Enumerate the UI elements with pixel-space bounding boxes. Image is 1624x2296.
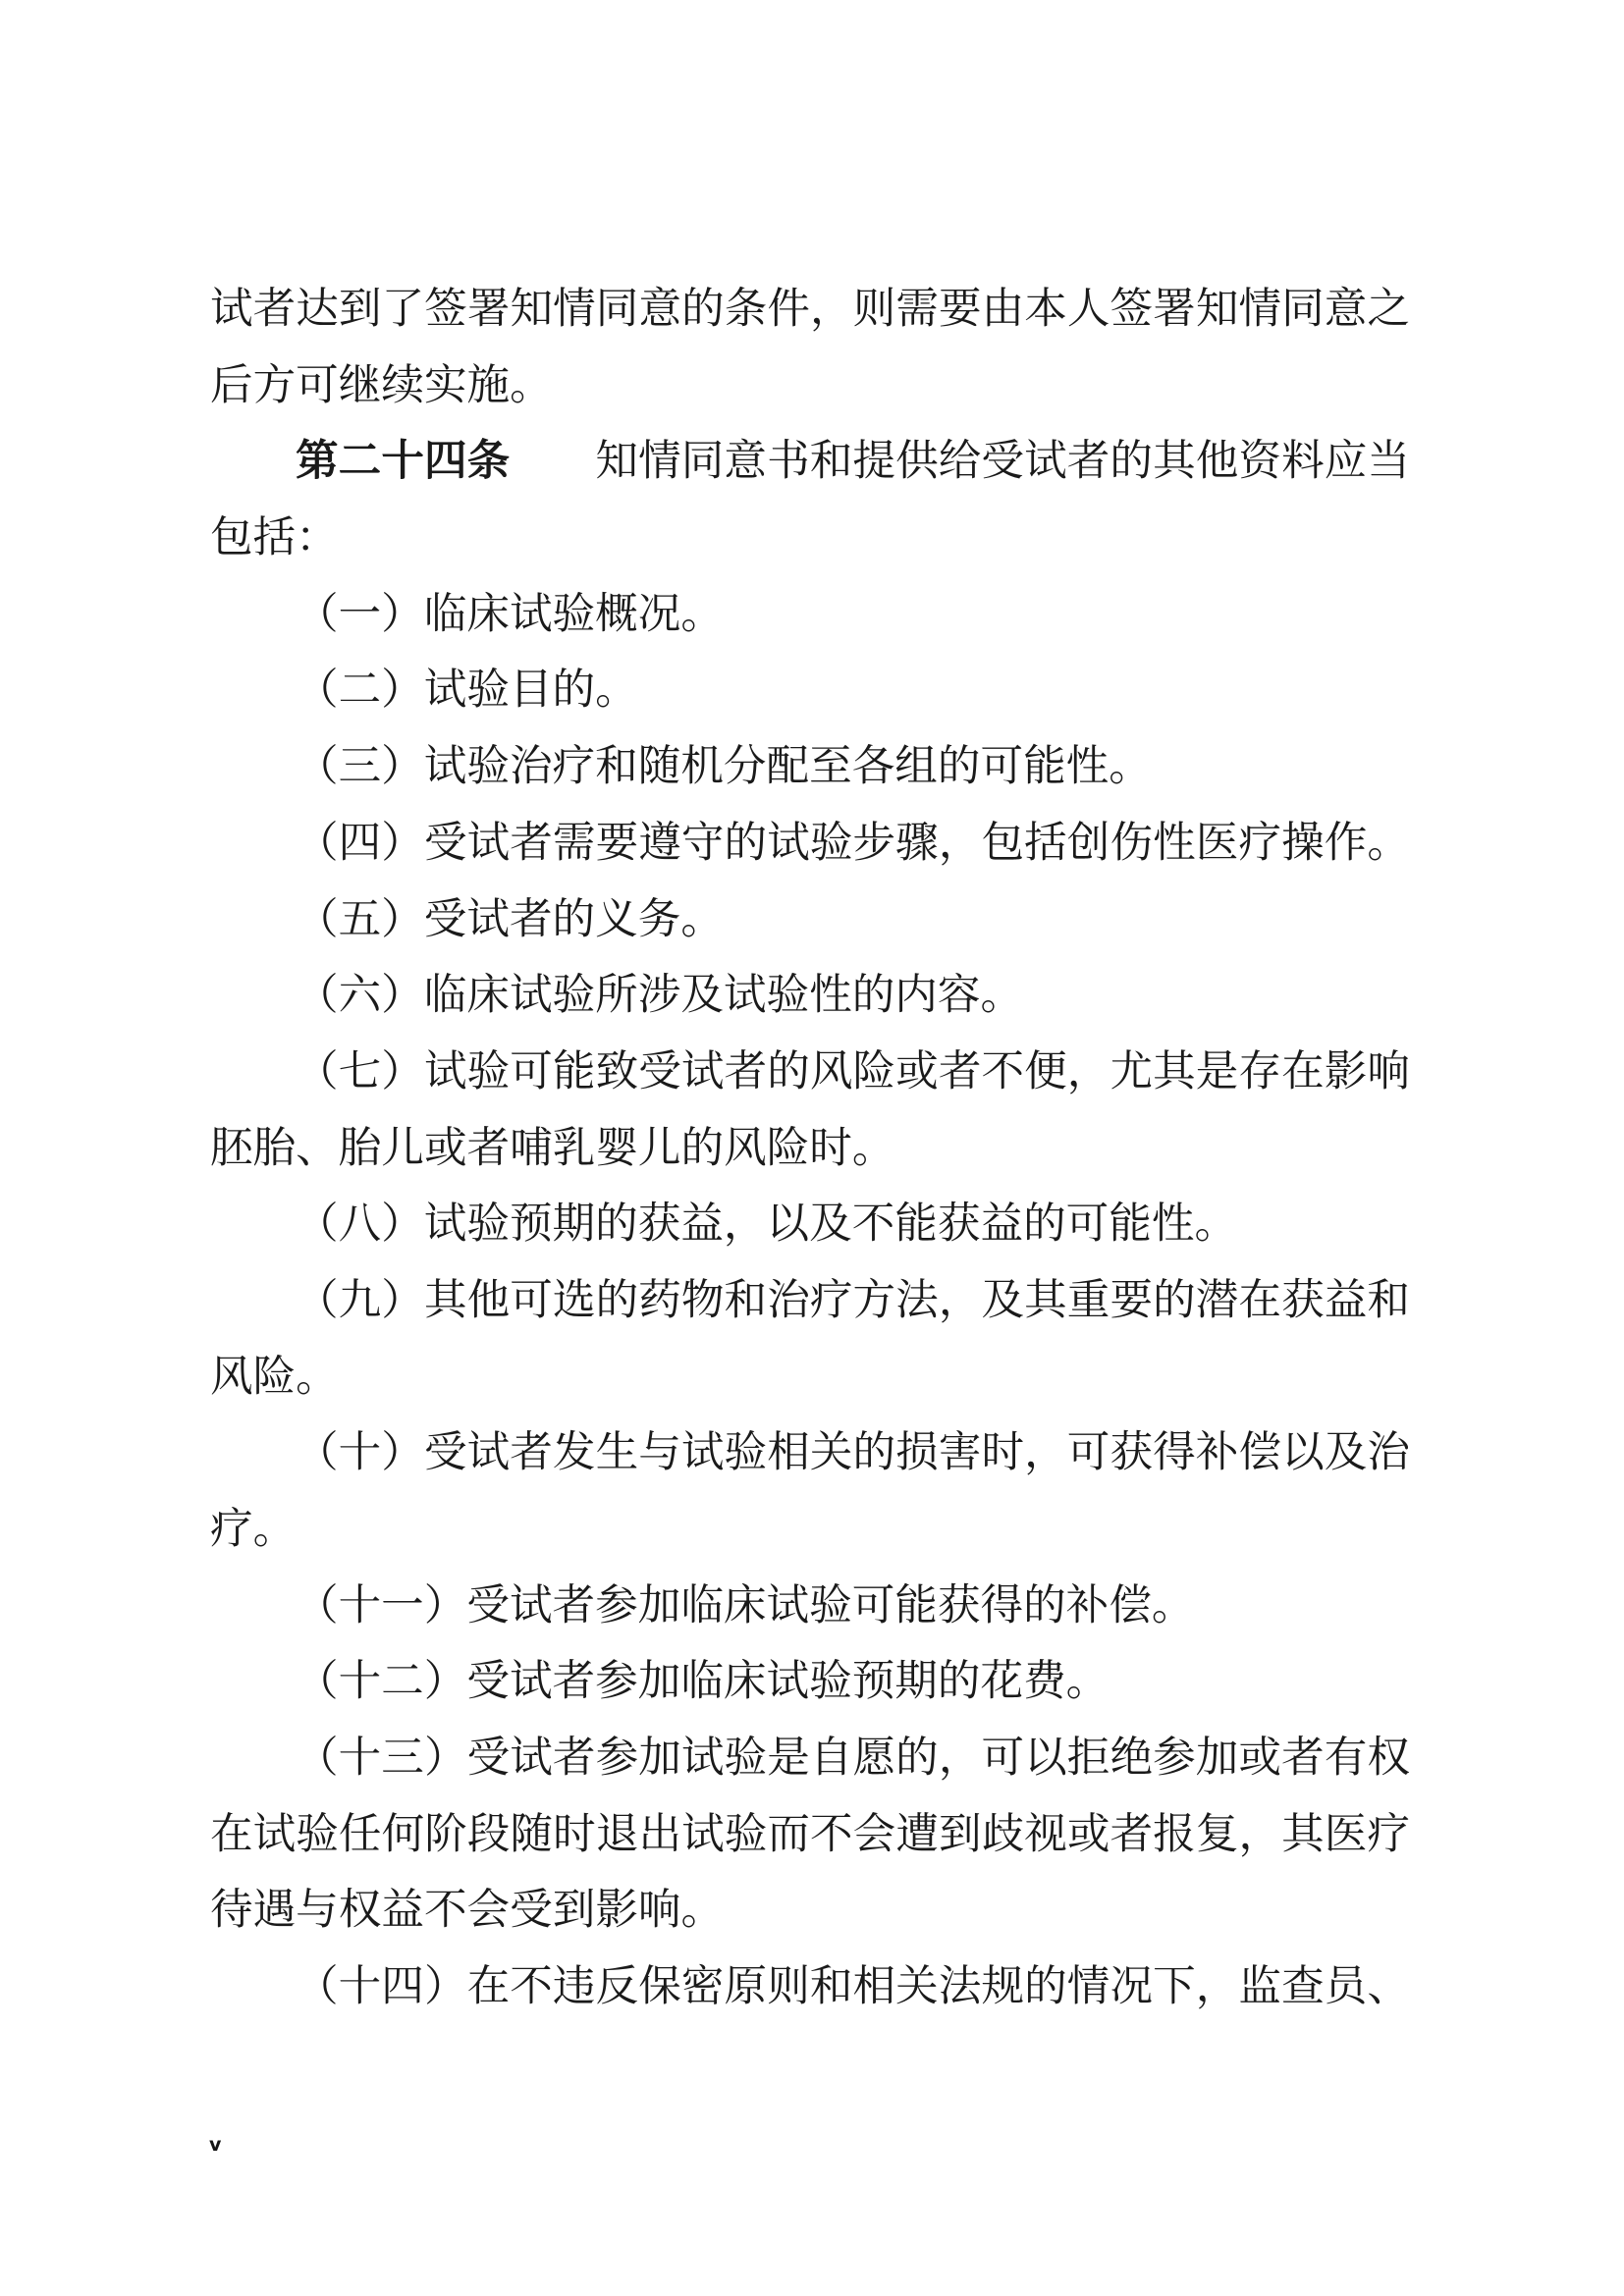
text-line-6: （二）试验目的。 xyxy=(296,667,638,715)
text-line-7: （三）试验治疗和随机分配至各组的可能性。 xyxy=(296,743,1152,791)
article-24-number: 第二十四条 xyxy=(296,438,511,486)
article-24-text: 知情同意书和提供给受试者的其他资料应当 xyxy=(595,438,1411,486)
text-line-22: 待遇与权益不会受到影响。 xyxy=(210,1887,725,1935)
text-line-15: 风险。 xyxy=(210,1353,339,1401)
text-line-10: （六）临床试验所涉及试验性的内容。 xyxy=(296,972,1024,1020)
text-line-21: 在试验任何阶段随时退出试验而不会遭到歧视或者报复，其医疗 xyxy=(210,1810,1410,1858)
text-line-20: （十三）受试者参加试验是自愿的，可以拒绝参加或者有权 xyxy=(296,1735,1410,1783)
text-line-19: （十二）受试者参加临床试验预期的花费。 xyxy=(296,1658,1110,1706)
text-line-5: （一）临床试验概况。 xyxy=(296,590,724,638)
text-line-23: （十四）在不违反保密原则和相关法规的情况下，监查员、 xyxy=(296,1963,1410,2011)
text-line-12: 胚胎、胎儿或者哺乳婴儿的风险时。 xyxy=(210,1124,895,1172)
text-line-2: 后方可继续实施。 xyxy=(210,361,553,409)
text-line-8: （四）受试者需要遵守的试验步骤，包括创伤性医疗操作。 xyxy=(296,819,1410,867)
text-line-14: （九）其他可选的药物和治疗方法，及其重要的潜在获益和 xyxy=(296,1276,1410,1324)
text-line-16: （十）受试者发生与试验相关的损害时，可获得补偿以及治 xyxy=(296,1429,1410,1477)
text-line-18: （十一）受试者参加临床试验可能获得的补偿。 xyxy=(296,1581,1195,1629)
text-line-1: 试者达到了签署知情同意的条件，则需要由本人签署知情同意之 xyxy=(210,286,1410,333)
document-text-block xyxy=(210,272,1410,2026)
text-line-3 xyxy=(210,424,1410,501)
text-line-11: （七）试验可能致受试者的风险或者不便，尤其是存在影响 xyxy=(296,1047,1410,1095)
text-line-17: 疗。 xyxy=(210,1506,297,1553)
text-line-9: （五）受试者的义务。 xyxy=(296,895,724,943)
stray-mark: v xyxy=(209,2134,222,2156)
heading-gap xyxy=(510,474,595,475)
text-line-4: 包括： xyxy=(210,514,339,562)
text-line-13: （八）试验预期的获益，以及不能获益的可能性。 xyxy=(296,1201,1238,1249)
